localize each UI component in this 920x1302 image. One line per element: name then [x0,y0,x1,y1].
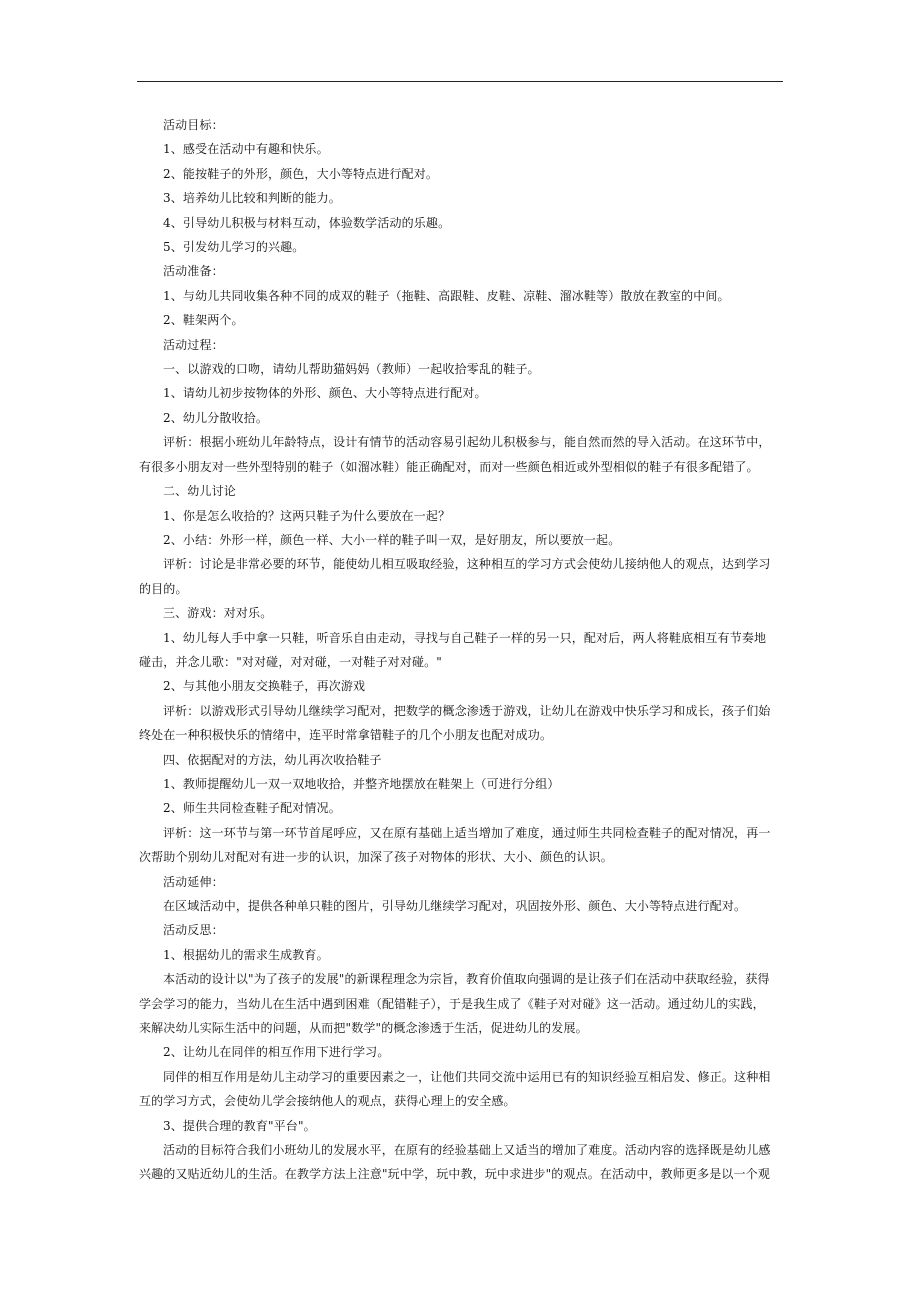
text-line: 1、幼儿每人手中拿一只鞋，听音乐自由走动，寻找与自己鞋子一样的另一只，配对后，两人将鞋底相互有节奏地 [163,630,767,645]
header-rule [137,81,783,82]
text-line: 有很多小朋友对一些外型特别的鞋子（如溜冰鞋）能正确配对，而对一些颜色相近或外型相似的鞋子有很多配错了。 [139,459,759,474]
text-line: 评析：以游戏形式引导幼儿继续学习配对，把数学的概念渗透于游戏，让幼儿在游戏中快乐学习和成长，孩子们始 [163,703,771,718]
text-line: 的目的。 [139,581,188,596]
text-line: 活动的目标符合我们小班幼儿的发展水平，在原有的经验基础上又适当的增加了难度。活动内容的选择既是幼儿感 [163,1143,771,1158]
text-line: 二、幼儿讨论 [163,484,236,499]
text-line: 四、依据配对的方法，幼儿再次收拾鞋子 [163,752,382,767]
text-line: 1、教师提醒幼儿一双一双地收拾，并整齐地摆放在鞋架上（可进行分组） [163,776,560,791]
text-line: 活动反思： [163,923,224,938]
text-line: 2、能按鞋子的外形，颜色，大小等特点进行配对。 [163,166,439,181]
text-line: 本活动的设计以"为了孩子的发展"的新课程理念为宗旨，教育价值取向强调的是让孩子们在活动中获取经验，获得 [163,972,770,987]
document-body [139,113,785,1187]
text-line: 来解决幼儿实际生活中的问题，从而把"数学"的概念渗透于生活，促进幼儿的发展。 [139,1021,588,1036]
text-line: 5、引发幼儿学习的兴趣。 [163,240,305,255]
text-line: 活动目标： [163,118,224,132]
text-line: 1、感受在活动中有趣和快乐。 [163,142,329,157]
text-line: 3、提供合理的教育"平台"。 [163,1118,316,1133]
text-line: 活动延伸： [163,874,224,889]
text-line: 1、根据幼儿的需求生成教育。 [163,947,329,962]
text-line: 2、师生共同检查鞋子配对情况。 [163,801,341,816]
text-line: 一、以游戏的口吻，请幼儿帮助猫妈妈（教师）一起收拾零乱的鞋子。 [163,362,540,377]
text-line: 活动准备： [163,264,224,279]
text-line: 评析：讨论是非常必要的环节，能使幼儿相互吸取经验，这种相互的学习方式会使幼儿接纳他人的观点，达到学习 [163,557,771,572]
text-line: 碰击，并念儿歌："对对碰，对对碰，一对鞋子对对碰。" [139,654,442,669]
text-line: 学会学习的能力，当幼儿在生活中遇到困难（配错鞋子），于是我生成了《鞋子对对碰》这一活动。通过幼儿的实践， [139,996,765,1011]
text-line: 兴趣的又贴近幼儿的生活。在教学方法上注意"玩中学，玩中教，玩中求进步"的观点。在活动中，教师更多是以一个观 [139,1167,770,1182]
text-line: 4、引导幼儿积极与材料互动，体验数学活动的乐趣。 [163,215,451,230]
text-line: 1、与幼儿共同收集各种不同的成双的鞋子（拖鞋、高跟鞋、皮鞋、凉鞋、溜冰鞋等）散放在教室的中间。 [163,288,730,303]
text-line: 2、小结：外形一样，颜色一样、大小一样的鞋子叫一双，是好朋友，所以要放一起。 [163,532,621,547]
text-line: 2、让幼儿在同伴的相互作用下进行学习。 [163,1045,390,1060]
text-line: 次帮助个别幼儿对配对有进一步的认识，加深了孩子对物体的形状、大小、颜色的认识。 [139,850,613,865]
text-line: 评析：这一环节与第一环节首尾呼应，又在原有基础上适当增加了难度，通过师生共同检查鞋子的配对情况，再一 [163,825,771,840]
text-line: 1、你是怎么收拾的？这两只鞋子为什么要放在一起？ [163,508,451,523]
text-line: 三、游戏：对对乐。 [163,606,273,621]
text-line: 2、与其他小朋友交换鞋子，再次游戏 [163,679,366,694]
text-line: 2、鞋架两个。 [163,313,244,328]
text-line: 终处在一种积极快乐的情绪中，连平时常拿错鞋子的几个小朋友也配对成功。 [139,728,553,743]
text-line: 评析：根据小班幼儿年龄特点，设计有情节的活动容易引起幼儿积极参与，能自然而然的导入活动。在这环节中， [163,435,771,450]
text-line: 3、培养幼儿比较和判断的能力。 [163,191,341,206]
text-line: 1、请幼儿初步按物体的外形、颜色、大小等特点进行配对。 [163,386,487,401]
text-line: 在区域活动中，提供各种单只鞋的图片，引导幼儿继续学习配对，巩固按外形、颜色、大小等特点进行配对。 [163,899,747,913]
text-line: 同伴的相互作用是幼儿主动学习的重要因素之一，让他们共同交流中运用已有的知识经验互相启发、修正。这种相 [163,1069,771,1084]
text-line: 活动过程： [163,337,224,352]
text-line: 2、幼儿分散收拾。 [163,410,268,425]
text-line: 互的学习方式，会使幼儿学会接纳他人的观点，获得心理上的安全感。 [139,1094,516,1109]
